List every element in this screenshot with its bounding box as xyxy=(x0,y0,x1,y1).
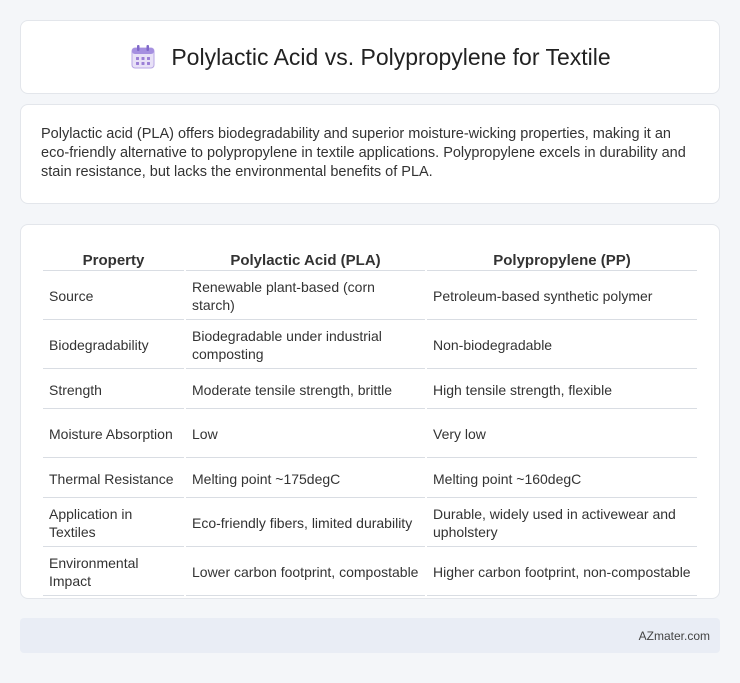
calendar-icon xyxy=(129,43,157,71)
pla-cell: Moderate tensile strength, brittle xyxy=(186,371,425,409)
property-cell: Moisture Absorption xyxy=(43,411,184,458)
page-title: Polylactic Acid vs. Polypropylene for Textile xyxy=(171,43,611,70)
pla-cell: Renewable plant-based (corn starch) xyxy=(186,273,425,320)
pp-cell: Higher carbon footprint, non-compostable xyxy=(427,549,697,596)
footer xyxy=(20,618,720,653)
pp-cell: Melting point ~160degC xyxy=(427,460,697,498)
pp-cell: Durable, widely used in activewear and upholstery xyxy=(427,500,697,547)
property-cell: Strength xyxy=(43,371,184,409)
property-cell: Thermal Resistance xyxy=(43,460,184,498)
footer-site-link[interactable]: AZmater.com xyxy=(638,628,710,643)
table-row xyxy=(43,500,697,547)
page-title-wrap xyxy=(129,43,610,71)
pla-cell: Melting point ~175degC xyxy=(186,460,425,498)
property-cell: Biodegradability xyxy=(43,322,184,369)
table-row xyxy=(43,549,697,596)
summary-text: Polylactic acid (PLA) offers biodegradability and superior moisture-wicking properties, making it an eco-friendly alternative to polypropylene in textile applications. Polypropylene excels in durability and stain resistance, but lacks the environmental benefits of PLA. xyxy=(41,126,686,180)
pp-cell: Petroleum-based synthetic polymer xyxy=(427,273,697,320)
table-header-row xyxy=(43,247,697,271)
pp-cell: High tensile strength, flexible xyxy=(427,371,697,409)
pp-cell: Non-biodegradable xyxy=(427,322,697,369)
comparison-table-card xyxy=(20,224,720,599)
table-row xyxy=(43,411,697,458)
pla-cell: Lower carbon footprint, compostable xyxy=(186,549,425,596)
pla-cell: Biodegradable under industrial composting xyxy=(186,322,425,369)
property-cell: Source xyxy=(43,273,184,320)
pla-cell: Low xyxy=(186,411,425,458)
header-property: Property xyxy=(43,247,184,271)
table-row xyxy=(43,371,697,409)
table-row xyxy=(43,322,697,369)
property-cell: Application in Textiles xyxy=(43,500,184,547)
title-card xyxy=(20,20,720,94)
summary-card xyxy=(20,104,720,204)
table-row xyxy=(43,460,697,498)
table-row xyxy=(43,273,697,320)
property-cell: Environmental Impact xyxy=(43,549,184,596)
pp-cell: Very low xyxy=(427,411,697,458)
header-pla: Polylactic Acid (PLA) xyxy=(186,247,425,271)
comparison-table xyxy=(41,245,699,598)
pla-cell: Eco-friendly fibers, limited durability xyxy=(186,500,425,547)
header-pp: Polypropylene (PP) xyxy=(427,247,697,271)
